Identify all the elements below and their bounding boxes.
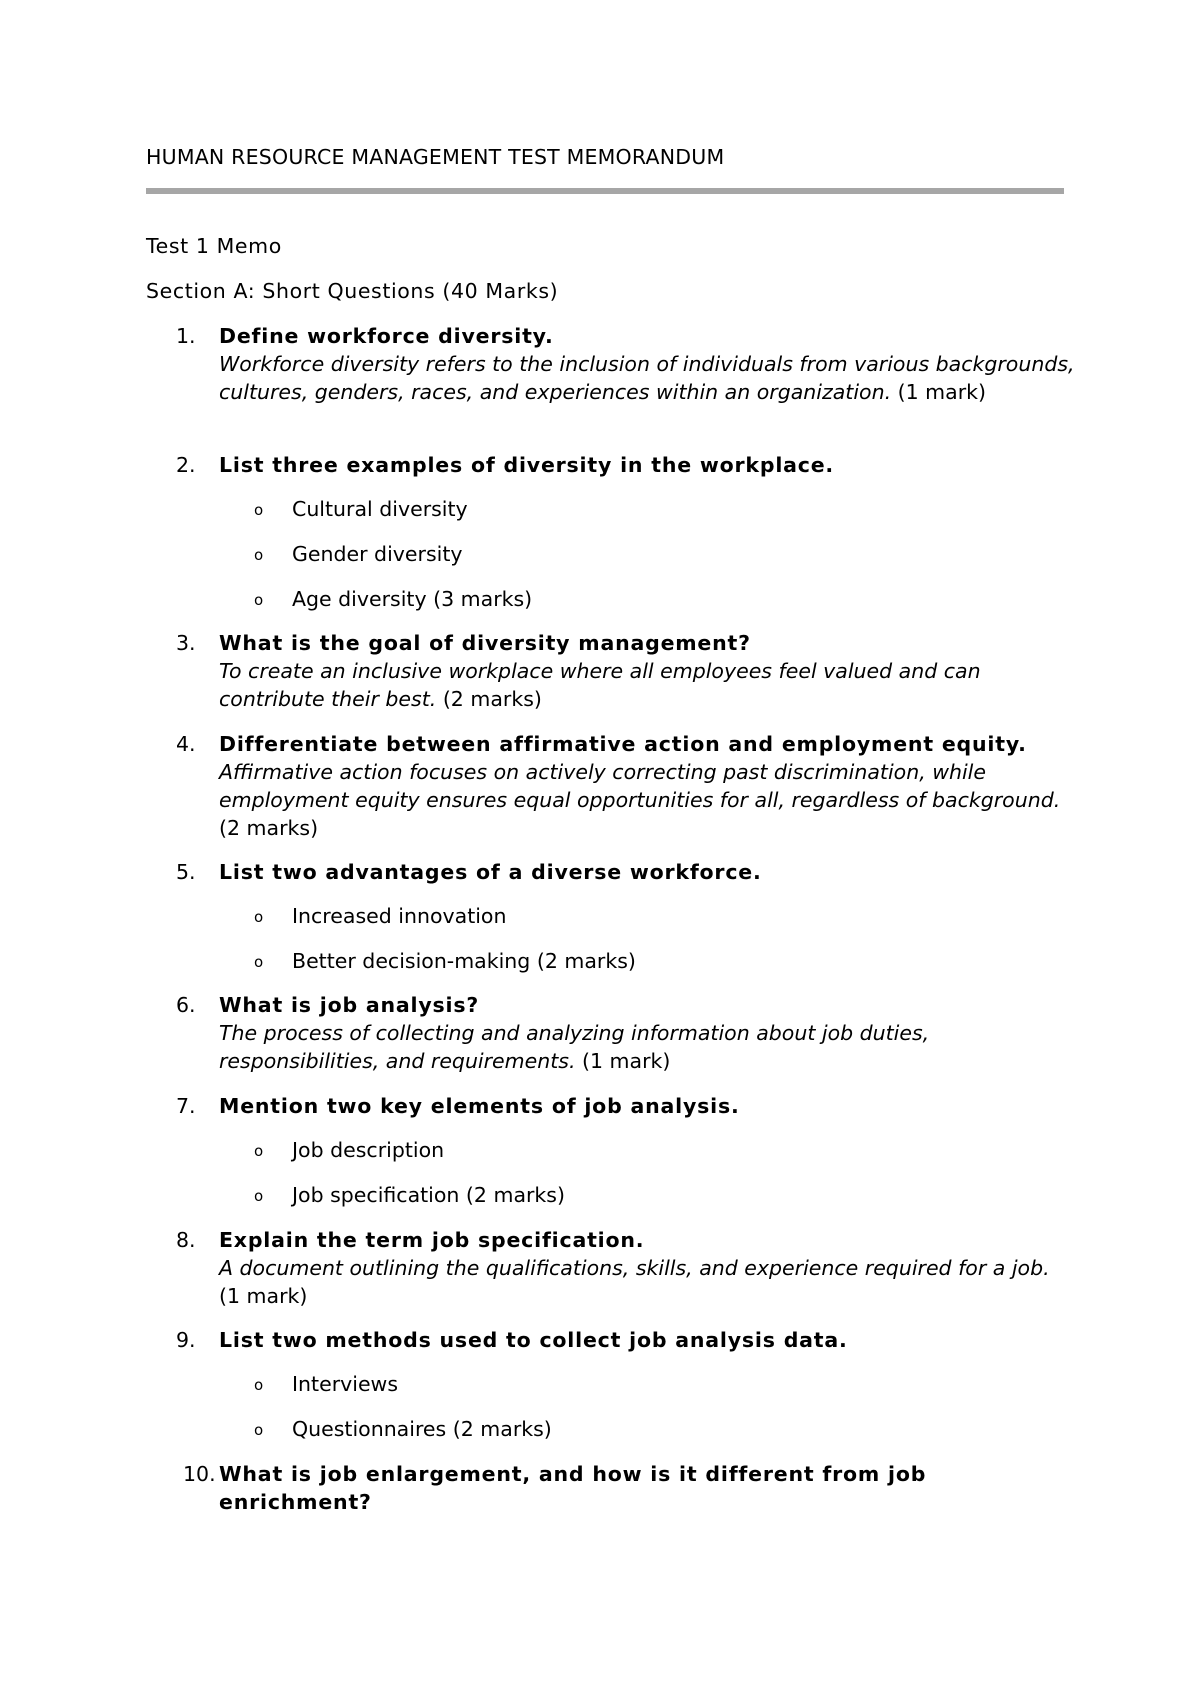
list-item-text: Job description (292, 1138, 445, 1162)
answer-marks: (1 mark) (891, 380, 986, 404)
question-number: 8. (176, 1228, 196, 1252)
list-item-text: Increased innovation (292, 904, 507, 928)
question-text: Differentiate between affirmative action and employment equity. (219, 732, 1027, 756)
list-item (146, 902, 506, 930)
bullet-icon: o (254, 501, 264, 519)
question-text: Explain the term job specification. (219, 1228, 645, 1252)
question-2 (146, 451, 1076, 479)
answer-marks: (2 marks) (219, 816, 319, 840)
answer-body: The process of collecting and analyzing information about job duties, responsibilities, and requirements. (219, 1021, 930, 1073)
list-item-text: Questionnaires (2 marks) (292, 1417, 552, 1441)
question-number: 1. (176, 324, 196, 348)
list-item-text: Age diversity (3 marks) (292, 587, 533, 611)
question-number: 5. (176, 860, 196, 884)
document-title: HUMAN RESOURCE MANAGEMENT TEST MEMORANDUM (146, 145, 725, 169)
question-text: List two methods used to collect job analysis data. (219, 1328, 848, 1352)
list-item (146, 540, 463, 568)
question-number: 4. (176, 732, 196, 756)
title-divider (146, 188, 1064, 194)
list-item (146, 1136, 444, 1164)
list-item-text: Job specification (2 marks) (292, 1183, 565, 1207)
list-item (146, 1415, 552, 1443)
answer-body: Workforce diversity refers to the inclusion of individuals from various backgrounds, cultures, genders, races, and experiences within an organization. (219, 352, 1075, 404)
question-3 (146, 629, 1076, 713)
answer-text (219, 758, 1076, 842)
list-item (146, 495, 468, 523)
bullet-icon: o (254, 1421, 264, 1439)
bullet-icon: o (254, 546, 264, 564)
answer-marks: (2 marks) (436, 687, 542, 711)
section-title: Section A: Short Questions (40 Marks) (146, 279, 559, 303)
question-9 (146, 1326, 1076, 1354)
question-number: 9. (176, 1328, 196, 1352)
question-7 (146, 1092, 1076, 1120)
bullet-icon: o (254, 953, 264, 971)
answer-body: To create an inclusive workplace where all employees feel valued and can contribute their best. (219, 659, 981, 711)
question-text: List two advantages of a diverse workforce. (219, 860, 762, 884)
list-item (146, 585, 532, 613)
question-number: 7. (176, 1094, 196, 1118)
question-6 (146, 991, 1076, 1075)
bullet-icon: o (254, 591, 264, 609)
bullet-icon: o (254, 1187, 264, 1205)
question-text: Mention two key elements of job analysis. (219, 1094, 740, 1118)
answer-text (219, 350, 1076, 406)
question-number: 6. (176, 993, 196, 1017)
question-number: 3. (176, 631, 196, 655)
answer-marks: (1 mark) (575, 1049, 671, 1073)
question-text: What is the goal of diversity management? (219, 631, 751, 655)
list-item (146, 947, 636, 975)
answer-body: Affirmative action focuses on actively correcting past discrimination, while employment equity ensures equal opportunities for all, regardless of background. (219, 760, 1061, 812)
question-4 (146, 730, 1076, 842)
question-number: 10. (183, 1462, 216, 1486)
question-1 (146, 322, 1076, 406)
bullet-icon: o (254, 1376, 264, 1394)
bullet-icon: o (254, 1142, 264, 1160)
answer-marks: (1 mark) (219, 1284, 308, 1308)
list-item-text: Interviews (292, 1372, 399, 1396)
question-text: Define workforce diversity. (219, 324, 554, 348)
list-item (146, 1370, 398, 1398)
question-text: What is job enlargement, and how is it different from job enrichment? (219, 1462, 927, 1514)
memo-title: Test 1 Memo (146, 234, 282, 258)
list-item (146, 1181, 565, 1209)
bullet-icon: o (254, 908, 264, 926)
question-text: What is job analysis? (219, 993, 480, 1017)
question-text: List three examples of diversity in the workplace. (219, 453, 835, 477)
list-item-text: Gender diversity (292, 542, 463, 566)
question-5 (146, 858, 1076, 886)
answer-body: A document outlining the qualifications, skills, and experience required for a job. (219, 1256, 1050, 1280)
answer-text (219, 1019, 1076, 1075)
answer-text (219, 657, 1076, 713)
answer-text (219, 1254, 1076, 1310)
question-10 (146, 1460, 1076, 1516)
list-item-text: Better decision-making (2 marks) (292, 949, 636, 973)
question-number: 2. (176, 453, 196, 477)
list-item-text: Cultural diversity (292, 497, 468, 521)
question-8 (146, 1226, 1076, 1310)
